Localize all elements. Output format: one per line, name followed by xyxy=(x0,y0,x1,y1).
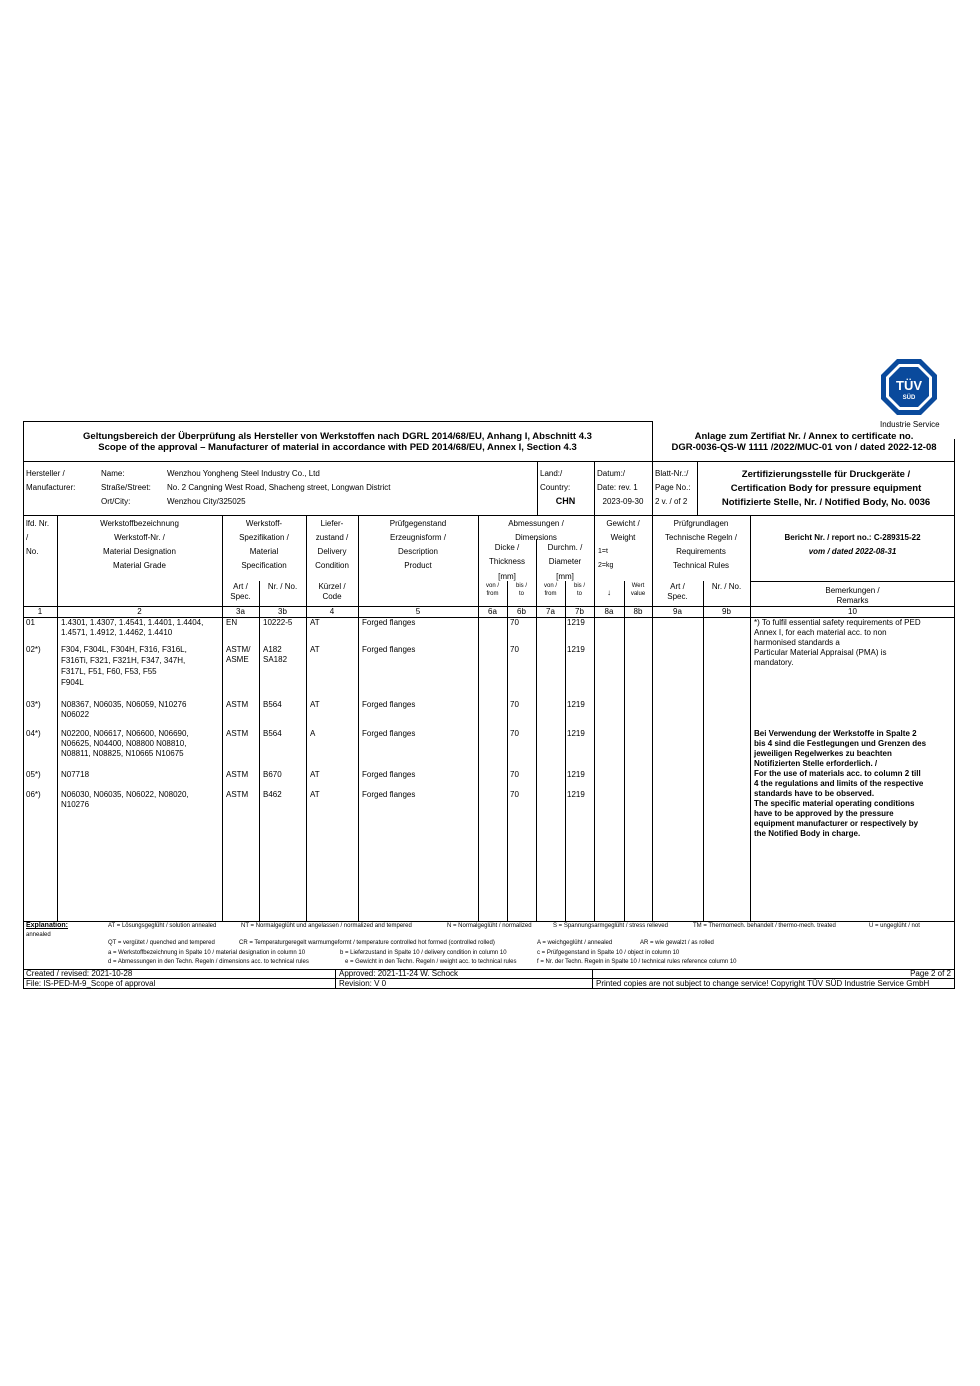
remark-usage: standards have to be observed. xyxy=(754,789,875,798)
row-material: N08367, N06035, N06059, N10276 xyxy=(61,700,187,709)
manufacturer-street: No. 2 Cangning West Road, Shacheng street, Longwan District xyxy=(167,483,391,492)
row-material: 1.4301, 1.4307, 1.4541, 1.4401, 1.4404, xyxy=(61,618,204,627)
row-condition: AT xyxy=(310,618,320,627)
col-spec-nr: Nr. / No. xyxy=(267,582,298,591)
row-spec-art: ASTM xyxy=(226,729,249,738)
row-spec-nr: SA182 xyxy=(263,655,288,664)
row-spec-nr: B564 xyxy=(263,729,282,738)
cert-body-line1: Zertifizierungsstelle für Druckgeräte / xyxy=(741,469,911,480)
col-thick-1: Dicke / xyxy=(494,543,520,552)
col-lfd-2: / xyxy=(26,533,29,542)
row-thickness: 70 xyxy=(510,729,519,738)
col-cond-2: zustand / xyxy=(315,533,349,542)
explanation-label: Explanation: xyxy=(26,922,69,929)
col-lfd-1: lfd. Nr. xyxy=(26,519,50,528)
remark-usage: For the use of materials acc. to column 2 till xyxy=(754,769,921,778)
colnum-7a: 7a xyxy=(546,607,555,616)
street-label: Straße/Street: xyxy=(101,483,151,492)
manufacturer-label-en: Manufacturer: xyxy=(26,483,76,492)
manufacturer-city: Wenzhou City/325025 xyxy=(167,497,246,506)
report-number: Bericht Nr. / report no.: C-289315-22 xyxy=(784,533,921,542)
row-thickness: 70 xyxy=(510,618,519,627)
col-mat-3: Material Designation xyxy=(103,547,176,556)
remark-usage: Bei Verwendung der Werkstoffe in Spalte 2 xyxy=(754,729,917,738)
explanation-item: a = Werkstoffbezeichnung in Spalte 10 / material designation in column 10 xyxy=(108,950,306,956)
row-material: N08811, N08825, N10665 N10675 xyxy=(61,749,184,758)
col-thick-2: Thickness xyxy=(488,557,525,566)
col-diam-1: Durchm. / xyxy=(547,543,583,552)
explanation-item: A = weichgeglüht / annealed xyxy=(537,940,613,946)
row-diameter: 1219 xyxy=(567,729,585,738)
row-spec-nr: B564 xyxy=(263,700,282,709)
col-weight-4: 2=kg xyxy=(598,562,614,569)
col-spec-art-1: Art / xyxy=(233,582,248,591)
explanation-item: S = Spannungsarmgeglüht / stress relieved xyxy=(553,923,668,929)
row-material: N06030, N06035, N06022, N08020, xyxy=(61,790,189,799)
col-rules-2: Technische Regeln / xyxy=(664,533,738,542)
explanation-item: c = Prüfgegenstand in Spalte 10 / object in column 10 xyxy=(537,950,680,956)
col-spec-2: Spezifikation / xyxy=(239,533,289,542)
col-cond-3: Delivery xyxy=(317,547,347,556)
row-no: 06*) xyxy=(26,790,41,799)
explanation-item: CR = Temperaturgeregelt warmumgeformt / temperature controlled hot formed (controlled rolled) xyxy=(239,940,495,946)
colnum-5: 5 xyxy=(415,607,421,616)
col-remarks-2: Remarks xyxy=(836,596,869,605)
footer-created: Created / revised: 2021-10-28 xyxy=(26,969,133,978)
row-material: N10276 xyxy=(61,800,90,809)
col-rules-nr: Nr. / No. xyxy=(711,582,742,591)
row-material: F904L xyxy=(61,678,84,687)
page-label1: Blatt-Nr.:/ xyxy=(655,469,689,478)
manufacturer-label-de: Hersteller / xyxy=(26,469,65,478)
row-diameter: 1219 xyxy=(567,618,585,627)
row-spec-art: ASTM/ xyxy=(226,645,251,654)
remark-pma: mandatory. xyxy=(754,658,794,667)
row-material: N06625, N04400, N08800 N08810, xyxy=(61,739,187,748)
col-weight-wert: Wert xyxy=(631,583,645,589)
remark-usage: the Notified Body in charge. xyxy=(754,829,861,838)
cert-body-line3: Notifizierte Stelle, Nr. / Notified Body, No. 0036 xyxy=(721,497,931,508)
col-thick-from: from xyxy=(486,591,499,597)
row-product: Forged flanges xyxy=(362,645,416,654)
col-weight-arrow: ↓ xyxy=(607,588,611,597)
row-thickness: 70 xyxy=(510,645,519,654)
col-cond-1: Liefer- xyxy=(320,519,344,528)
remark-usage: Notifizierten Stelle erforderlich. / xyxy=(754,759,878,768)
colnum-8a: 8a xyxy=(604,607,614,616)
footer-printed: Printed copies are not subject to change service! Copyright TÜV SÜD Industrie Service GmbH xyxy=(596,979,930,988)
col-spec-art-2: Spec. xyxy=(230,592,251,601)
remark-pma: *) To fulfil essential safety requirements of PED xyxy=(754,618,921,627)
remark-pma: Particular Material Appraisal (PMA) is xyxy=(754,648,887,657)
row-no: 04*) xyxy=(26,729,41,738)
row-no: 03*) xyxy=(26,700,41,709)
row-spec-art: ASTM xyxy=(226,790,249,799)
explanation-item: NT = Normalgeglüht und angelassen / normalized and tempered xyxy=(241,923,412,929)
col-diam-bis: bis / xyxy=(573,583,585,589)
remark-usage: jeweiligen Regelwerkes zu beachten xyxy=(754,749,892,758)
country-label2: Country: xyxy=(540,483,571,492)
col-rules-4: Technical Rules xyxy=(672,561,730,570)
col-cond-code-2: Code xyxy=(322,592,342,601)
explanation-item: d = Abmessungen in den Techn. Regeln / dimensions acc. to technical rules xyxy=(108,959,309,965)
col-cond-code-1: Kürzel / xyxy=(318,582,346,591)
row-material: F304, F304L, F304H, F316, F316L, xyxy=(61,645,187,654)
page-value: 2 v. / of 2 xyxy=(655,497,688,506)
date-label2: Date: rev. 1 xyxy=(597,483,638,492)
col-spec-1: Werkstoff- xyxy=(245,519,283,528)
remark-usage: have to be approved by the pressure xyxy=(754,809,894,818)
col-rules-3: Requirements xyxy=(676,547,726,556)
col-dim-1: Abmessungen / xyxy=(508,519,564,528)
col-thick-mm: [mm] xyxy=(498,572,516,581)
colnum-8b: 8b xyxy=(633,607,643,616)
col-prod-4: Product xyxy=(404,561,432,570)
tuv-octagon-icon xyxy=(880,358,938,416)
explanation-item: f = Nr. der Techn. Regeln in Spalte 10 / technical rules reference column 10 xyxy=(537,959,737,965)
colnum-10: 10 xyxy=(848,607,857,616)
row-condition: A xyxy=(310,729,316,738)
svg-text:SÜD: SÜD xyxy=(902,395,916,401)
date-label1: Datum:/ xyxy=(597,469,626,478)
row-material: N02200, N06617, N06600, N06690, xyxy=(61,729,189,738)
title-de: Geltungsbereich der Überprüfung als Hersteller von Werkstoffen nach DGRL 2014/68/EU, Anhang I, Abschnitt 4.3 xyxy=(83,431,592,442)
remark-pma: harmonised standards a xyxy=(754,638,840,647)
row-condition: AT xyxy=(310,700,320,709)
colnum-4: 4 xyxy=(329,607,335,616)
col-rules-art-1: Art / xyxy=(670,582,685,591)
explanation-item: TM = Thermomech. behandelt / thermo-mech. treated xyxy=(693,923,836,929)
row-diameter: 1219 xyxy=(567,770,585,779)
row-material: F317L, F51, F60, F53, F55 xyxy=(61,667,157,676)
row-spec-art: ASME xyxy=(226,655,249,664)
row-spec-art: ASTM xyxy=(226,770,249,779)
row-product: Forged flanges xyxy=(362,700,416,709)
col-diam-2: Diameter xyxy=(548,557,582,566)
col-spec-3: Material xyxy=(249,547,279,556)
page-label2: Page No.: xyxy=(655,483,691,492)
row-material: F316Ti, F321, F321H, F347, 347H, xyxy=(61,656,186,665)
row-material: N07718 xyxy=(61,770,90,779)
row-material: 1.4571, 1.4912, 1.4462, 1.4410 xyxy=(61,628,173,637)
city-label: Ort/City: xyxy=(101,497,131,506)
row-product: Forged flanges xyxy=(362,790,416,799)
row-spec-nr: B462 xyxy=(263,790,282,799)
col-thick-bis: bis / xyxy=(515,583,527,589)
col-thick-von: von / xyxy=(485,583,499,589)
date-value: 2023-09-30 xyxy=(602,497,644,506)
row-condition: AT xyxy=(310,770,320,779)
col-weight-1: Gewicht / xyxy=(606,519,640,528)
footer-page: Page 2 of 2 xyxy=(910,969,951,978)
col-lfd-3: No. xyxy=(26,547,39,556)
row-spec-nr: B670 xyxy=(263,770,282,779)
row-thickness: 70 xyxy=(510,790,519,799)
cert-body-line2: Certification Body for pressure equipment xyxy=(730,483,922,494)
col-diam-von: von / xyxy=(543,583,557,589)
colnum-7b: 7b xyxy=(575,607,584,616)
col-weight-2: Weight xyxy=(610,533,636,542)
remark-usage: 4 the regulations and limits of the respective xyxy=(754,779,924,788)
country-label1: Land:/ xyxy=(540,469,563,478)
row-product: Forged flanges xyxy=(362,618,416,627)
row-condition: AT xyxy=(310,790,320,799)
col-prod-3: Description xyxy=(397,547,438,556)
colnum-1: 1 xyxy=(37,607,43,616)
row-spec-art: ASTM xyxy=(226,700,249,709)
colnum-9a: 9a xyxy=(673,607,682,616)
remark-pma: Annex I, for each material acc. to non xyxy=(754,628,887,637)
report-date: vom / dated 2022-08-31 xyxy=(808,547,897,556)
row-material: N06022 xyxy=(61,710,90,719)
row-diameter: 1219 xyxy=(567,700,585,709)
explanation-item: e = Gewicht in den Techn. Regeln / weight acc. to technical rules xyxy=(345,959,517,965)
col-rules-art-2: Spec. xyxy=(667,592,688,601)
col-mat-1: Werkstoffbezeichnung xyxy=(100,519,179,528)
annex-line2: DGR-0036-QS-W 1111 /2022/MUC-01 von / dated 2022-12-08 xyxy=(671,442,937,453)
row-spec-nr: A182 xyxy=(263,645,282,654)
col-mat-4: Material Grade xyxy=(113,561,166,570)
row-product: Forged flanges xyxy=(362,770,416,779)
col-diam-from: from xyxy=(544,591,557,597)
annex-line1: Anlage zum Zertifiat Nr. / Annex to certificate no. xyxy=(694,431,914,442)
colnum-2: 2 xyxy=(137,607,142,616)
remark-usage: bis 4 sind die Festlegungen und Grenzen des xyxy=(754,739,927,748)
explanation-item: annealed xyxy=(26,932,51,938)
row-diameter: 1219 xyxy=(567,645,585,654)
country-value: CHN xyxy=(555,496,576,506)
scope-sheet xyxy=(23,421,955,989)
explanation-item: AT = Lösungsgeglüht / solution annealed xyxy=(108,923,217,929)
footer-approved: Approved: 2021-11-24 W. Schock xyxy=(339,969,459,978)
row-spec-nr: 10222-5 xyxy=(263,618,293,627)
title-en: Scope of the approval – Manufacturer of material in accordance with PED 2014/68/EU, Annex I, Section 4.3 xyxy=(98,442,577,453)
colnum-3a: 3a xyxy=(236,607,245,616)
row-product: Forged flanges xyxy=(362,729,416,738)
explanation-item: b = Lieferzustand in Spalte 10 / delivery condition in column 10 xyxy=(340,950,507,956)
col-mat-2: Werkstoff-Nr. / xyxy=(114,533,165,542)
col-diam-to: to xyxy=(576,591,582,597)
remark-usage: The specific material operating conditions xyxy=(754,799,915,808)
svg-text:TÜV: TÜV xyxy=(896,378,922,393)
row-diameter: 1219 xyxy=(567,790,585,799)
explanation-item: AR = wie gewalzt / as rolled xyxy=(640,940,714,946)
row-thickness: 70 xyxy=(510,700,519,709)
name-label: Name: xyxy=(101,469,125,478)
row-thickness: 70 xyxy=(510,770,519,779)
col-spec-4: Specification xyxy=(241,561,287,570)
logo-caption: Industrie Service xyxy=(880,420,940,429)
col-weight-3: 1=t xyxy=(598,548,608,555)
footer-file: File: IS-PED-M-9_Scope of approval xyxy=(26,979,156,988)
footer-revision: Revision: V 0 xyxy=(339,979,387,988)
col-diam-mm: [mm] xyxy=(556,572,574,581)
col-prod-2: Erzeugnisform / xyxy=(389,533,447,542)
row-no: 02*) xyxy=(26,645,41,654)
explanation-item: QT = vergütet / quenched and tempered xyxy=(108,940,215,946)
col-dim-2: Dimensions xyxy=(515,533,557,542)
row-no: 01 xyxy=(26,618,35,627)
col-rules-1: Prüfgrundlagen xyxy=(673,519,729,528)
col-weight-value: value xyxy=(630,591,646,597)
row-condition: AT xyxy=(310,645,320,654)
colnum-6a: 6a xyxy=(488,607,497,616)
explanation-item: U = ungeglüht / not xyxy=(869,923,920,929)
colnum-9b: 9b xyxy=(722,607,731,616)
col-prod-1: Prüfgegenstand xyxy=(389,519,447,528)
manufacturer-name: Wenzhou Yongheng Steel Industry Co., Ltd xyxy=(167,469,320,478)
col-cond-4: Condition xyxy=(315,561,349,570)
colnum-6b: 6b xyxy=(517,607,526,616)
remark-usage: equipment manufacturer or respectively by xyxy=(754,819,919,828)
row-spec-art: EN xyxy=(226,618,238,627)
row-no: 05*) xyxy=(26,770,41,779)
explanation-item: N = Normalgeglüht / normalized xyxy=(447,923,532,929)
colnum-3b: 3b xyxy=(278,607,287,616)
col-remarks-1: Bemerkungen / xyxy=(825,586,880,595)
tuv-logo xyxy=(880,358,938,416)
col-thick-to: to xyxy=(518,591,524,597)
